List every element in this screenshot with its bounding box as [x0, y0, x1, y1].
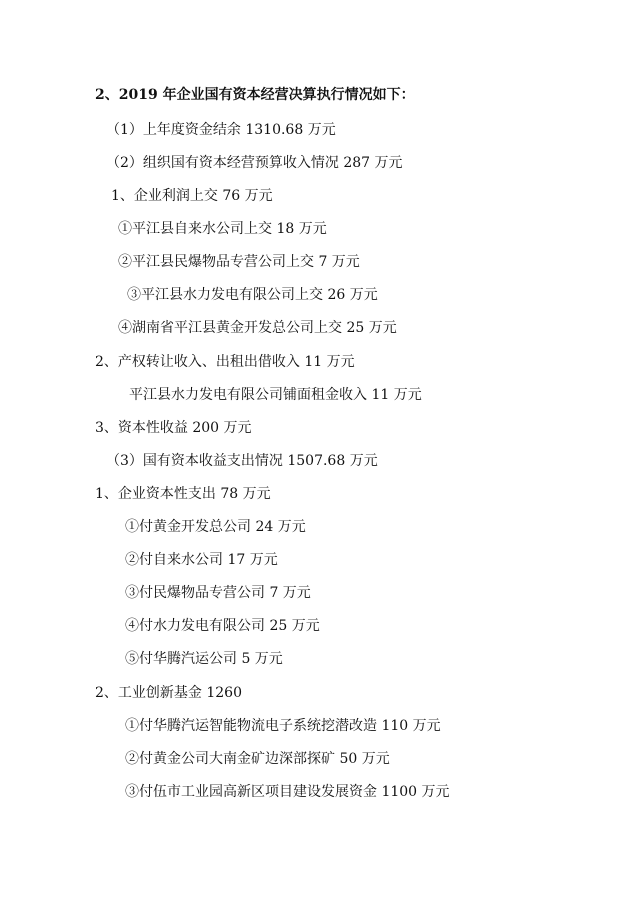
- list-item: ③付民爆物品专营公司 7 万元: [125, 585, 311, 601]
- item-profit-remittance: 1、企业利润上交 76 万元: [111, 188, 273, 204]
- list-item: ①付黄金开发总公司 24 万元: [125, 519, 306, 535]
- item-capital-expenditure: 1、企业资本性支出 78 万元: [95, 486, 271, 502]
- list-item: ④湖南省平江县黄金开发总公司上交 25 万元: [118, 320, 397, 336]
- list-item: ③平江县水力发电有限公司上交 26 万元: [127, 287, 378, 303]
- list-item: ①付华腾汽运智能物流电子系统挖潜改造 110 万元: [125, 718, 441, 734]
- item-expenditure: （3）国有资本收益支出情况 1507.68 万元: [106, 453, 378, 469]
- list-item: ③付伍市工业园高新区项目建设发展资金 1100 万元: [125, 784, 450, 800]
- list-item: ④付水力发电有限公司 25 万元: [125, 618, 320, 634]
- item-budget-revenue: （2）组织国有资本经营预算收入情况 287 万元: [106, 155, 403, 171]
- item-innovation-fund: 2、工业创新基金 1260: [95, 685, 242, 701]
- item-capital-gains: 3、资本性收益 200 万元: [95, 420, 252, 436]
- list-item: ②付自来水公司 17 万元: [125, 552, 278, 568]
- item-transfer-rental-income: 2、产权转让收入、出租出借收入 11 万元: [95, 354, 355, 370]
- list-item: ⑤付华腾汽运公司 5 万元: [125, 651, 283, 667]
- list-item: 平江县水力发电有限公司铺面租金收入 11 万元: [129, 387, 422, 403]
- section-heading: 2、2019 年企业国有资本经营决算执行情况如下：: [95, 87, 415, 103]
- item-prior-year-balance: （1）上年度资金结余 1310.68 万元: [106, 122, 336, 138]
- list-item: ②平江县民爆物品专营公司上交 7 万元: [118, 254, 360, 270]
- list-item: ②付黄金公司大南金矿边深部探矿 50 万元: [125, 751, 390, 767]
- list-item: ①平江县自来水公司上交 18 万元: [118, 221, 327, 237]
